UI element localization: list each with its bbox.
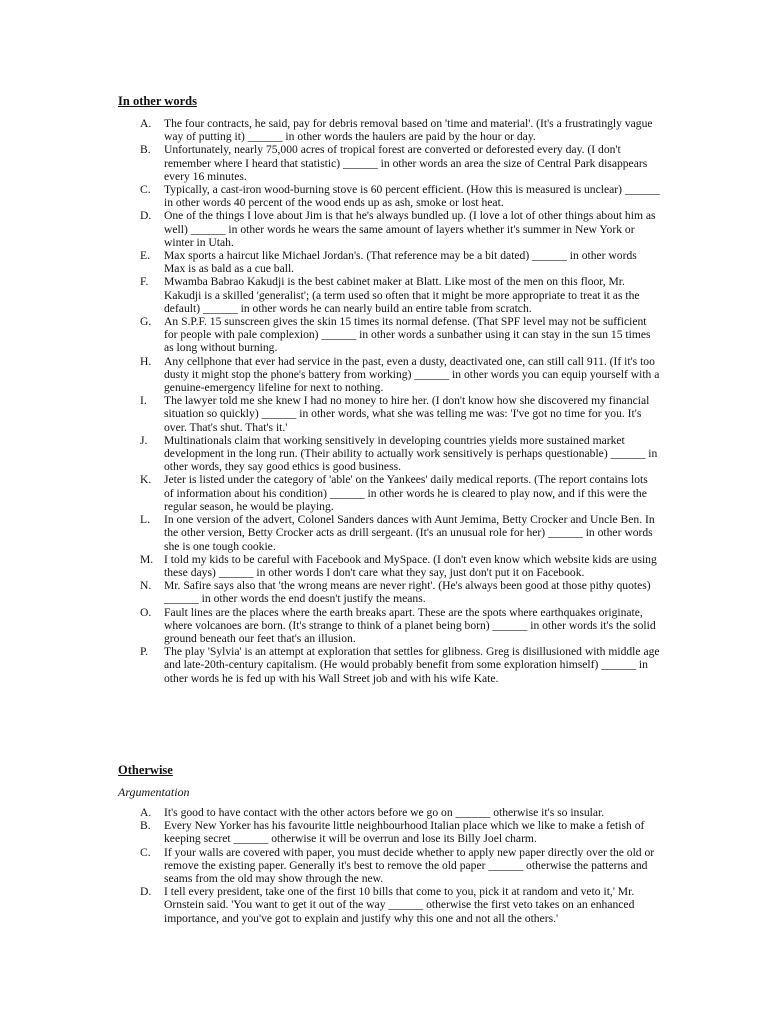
item-text: Mr. Safire says also that 'the wrong means are never right'. (He's always been good at those pithy quotes) ______ in other words the end doesn't justify the means. bbox=[164, 579, 651, 606]
item-text: Typically, a cast-iron wood-burning stove is 60 percent efficient. (How this is measured is unclear) ______ in other words 40 percent of the wood ends up as ash, smoke or lost heat. bbox=[164, 183, 660, 210]
item-text: In one version of the advert, Colonel Sanders dances with Aunt Jemima, Betty Crocker and Uncle Ben. In the other version, Betty Crocker acts as drill sergeant. (It's an unusual role for her) ______ in other words she is one tough cookie. bbox=[164, 513, 655, 553]
item-text: If your walls are covered with paper, you must decide whether to apply new paper directly over the old or remove the existing paper. Generally it's best to remove the old paper ______ otherwise the patterns and seams from the old may show through the new. bbox=[164, 845, 655, 886]
item-text: One of the things I love about Jim is that he's always bundled up. (I love a lot of other things about him as well) ______ in other words he wears the same amount of layers whether it's summer in New York or winter in Utah. bbox=[164, 209, 656, 249]
item-letter: M. bbox=[140, 552, 154, 566]
item-letter: J. bbox=[140, 433, 148, 447]
list-item bbox=[140, 275, 660, 315]
item-text: The four contracts, he said, pay for debris removal based on 'time and material'. (It's a frustratingly vague way of putting it) ______ in other words the haulers are paid by the hour or day. bbox=[164, 117, 653, 144]
item-letter: L. bbox=[140, 513, 150, 527]
item-text: I tell every president, take one of the first 10 bills that come to you, pick it at random and veto it,' Mr. Ornstein said. 'You want to get it out of the way ______ otherwise the first veto takes on an enhanced importance, and you've got to explain and justify why this one and not all the others.' bbox=[164, 885, 635, 925]
list-item bbox=[140, 513, 660, 553]
list-item bbox=[140, 806, 660, 819]
item-text: It's good to have contact with the other actors before we go on ______ otherwise it's so insular. bbox=[164, 806, 605, 819]
list-item bbox=[140, 183, 660, 209]
item-letter: K. bbox=[140, 473, 152, 487]
item-letter: I. bbox=[140, 394, 147, 408]
item-letter: O. bbox=[140, 605, 152, 619]
item-text: Every New Yorker has his favourite little neighbourhood Italian place which we like to make a fetish of keeping secret ______ otherwise it will be overrun and lose its Billy Joel charm. bbox=[164, 819, 645, 846]
item-text: Any cellphone that ever had service in the past, even a dusty, deactivated one, can still call 911. (If it's too dusty it might stop the phone's battery from working) ______ in other words you can equip yourself with a genuine-emergency lifeline for next to nothing. bbox=[164, 354, 660, 395]
item-text: Fault lines are the places where the earth breaks apart. These are the spots where earthquakes originate, where volcanoes are born. (It's strange to think of a planet being born) ______ in other words it's the solid ground beneath our feet that's an illusion. bbox=[164, 605, 656, 645]
item-text: Mwamba Babrao Kakudji is the best cabinet maker at Blatt. Like most of the men on this floor, Mr. Kakudji is a skilled 'generalist'; (a term used so often that it might be more appropriate to treat it as the default) ______ in other words he can nearly build an entire table from scratch. bbox=[164, 275, 640, 315]
item-letter: F. bbox=[140, 275, 149, 289]
item-text: Max sports a haircut like Michael Jordan's. (That reference may be a bit dated) ______ in other words Max is as bald as a cue ball. bbox=[164, 249, 637, 276]
list-item bbox=[140, 553, 660, 579]
item-text: The lawyer told me she knew I had no money to hire her. (I don't know how she discovered my financial situation so quickly) ______ in other words, what she was telling me was: 'I've got no time for you. It's over. That's shut. That's it.' bbox=[164, 394, 650, 434]
item-letter: H. bbox=[140, 354, 152, 368]
item-text: Jeter is listed under the category of 'able' on the Yankees' daily medical reports. (The report contains lots of information about his condition) ______ in other words he is cleared to play now, and if this were the regular season, he would be playing. bbox=[164, 473, 648, 513]
item-letter: D. bbox=[140, 209, 152, 223]
item-text: Unfortunately, nearly 75,000 acres of tropical forest are converted or deforested every day. (I don't remember where I heard that statistic) ______ in other words an area the size of Central Park disappears every 16 minutes. bbox=[164, 143, 648, 183]
list-item bbox=[140, 143, 660, 183]
list-item bbox=[140, 315, 660, 355]
item-text: An S.P.F. 15 sunscreen gives the skin 15 times its normal defense. (That SPF level may not be sufficient for people with pale complexion) ______ in other words a sunbather using it can stay in the sun 15 times as long without burning. bbox=[164, 315, 651, 355]
item-letter: C. bbox=[140, 183, 151, 197]
list-item bbox=[140, 209, 660, 249]
item-letter: A. bbox=[140, 806, 152, 819]
item-text: The play 'Sylvia' is an attempt at exploration that settles for glibness. Greg is disillusioned with middle age and late-20th-century capitalism. (He would probably benefit from some exploration himself) ______ in other words he is fed up with his Wall Street job and with his wife Kate. bbox=[164, 645, 660, 685]
item-text: I told my kids to be careful with Facebook and MySpace. (I don't even know which website kids are using these days) ______ in other words I don't care what they say, just don't put it on Facebook. bbox=[164, 552, 657, 579]
item-text: Multinationals claim that working sensitively in developing countries yields more sustained market development in the long run. (Their ability to actually work sensitively is perhaps questionable) ______ in other words, they say good ethics is good business. bbox=[164, 433, 658, 474]
section-subtitle-argumentation: Argumentation bbox=[118, 785, 190, 799]
list-item bbox=[140, 434, 660, 474]
list-item bbox=[140, 394, 660, 434]
list-item bbox=[140, 645, 660, 685]
section-title-otherwise: Otherwise bbox=[118, 763, 173, 777]
list-item bbox=[140, 885, 660, 925]
list-item bbox=[140, 355, 660, 395]
item-letter: B. bbox=[140, 143, 151, 157]
section-title-in-other-words: In other words bbox=[118, 94, 197, 108]
list-item bbox=[140, 249, 660, 275]
otherwise-list bbox=[140, 806, 660, 925]
item-letter: E. bbox=[140, 249, 150, 263]
item-letter: A. bbox=[140, 117, 152, 130]
item-letter: C. bbox=[140, 845, 151, 859]
item-letter: P. bbox=[140, 645, 149, 659]
item-letter: N. bbox=[140, 579, 152, 593]
item-letter: D. bbox=[140, 885, 152, 899]
list-item bbox=[140, 606, 660, 646]
list-item bbox=[140, 819, 660, 845]
list-item bbox=[140, 473, 660, 513]
item-letter: G. bbox=[140, 315, 152, 329]
in-other-words-list bbox=[140, 117, 660, 685]
list-item bbox=[140, 846, 660, 886]
list-item bbox=[140, 117, 660, 143]
item-letter: B. bbox=[140, 819, 151, 833]
list-item bbox=[140, 579, 660, 605]
